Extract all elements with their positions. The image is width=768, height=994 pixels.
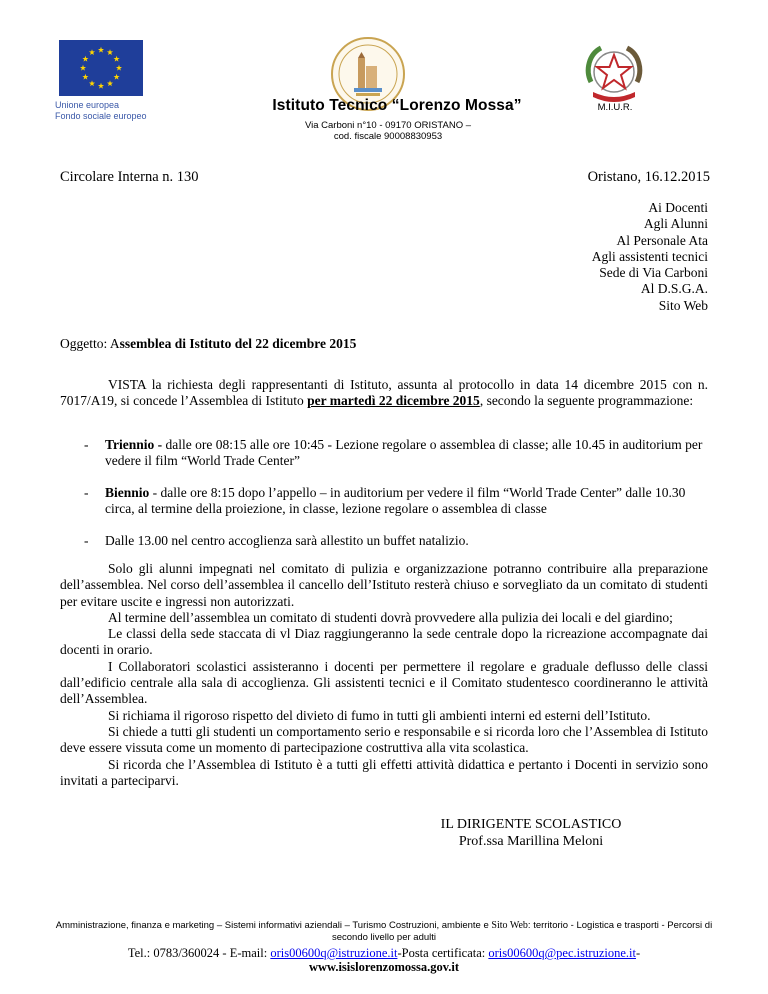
ministry-caption: M.I.U.R. bbox=[597, 102, 633, 113]
intro-date-highlight: per martedì 22 dicembre 2015 bbox=[307, 393, 480, 409]
footer-site-word: Sito Web bbox=[491, 920, 528, 931]
recipient: Agli assistenti tecnici bbox=[591, 248, 708, 264]
paragraph: Si chiede a tutti gli studenti un comportamento serio e responsabile e si ricorda loro che l’Assemblea di Istituto deve essere vissuta come un momento di partecipazione costruttiva alla vita scolastica. bbox=[60, 723, 708, 756]
footer-tel: Tel.: 0783/360024 - E-mail: bbox=[127, 946, 271, 960]
subject-label: Oggetto: A bbox=[60, 336, 120, 351]
school-name: Istituto Tecnico “Lorenzo Mossa” bbox=[272, 97, 522, 114]
list-dash: - bbox=[84, 437, 89, 452]
subject-line bbox=[60, 336, 356, 352]
eu-flag-logo bbox=[59, 40, 143, 96]
paragraph: Si ricorda che l’Assemblea di Istituto è a tutti gli effetti attività didattica e pertanto i Docenti in servizio sono invitati a parteciparvi. bbox=[60, 756, 708, 788]
footer-contacts bbox=[40, 946, 728, 961]
paragraph: Solo gli alunni impegnati nel comitato di pulizia e organizzazione potranno contribuire alla preparazione dell’assemblea. Nel corso dell’assemblea il cancello dell’Istituto resterà chiuso e sorvegliato da un comitato di studenti per evitare uscite e ingressi non autorizzati. bbox=[60, 561, 708, 609]
eu-caption-line1: Unione europea bbox=[55, 100, 120, 110]
recipient: Agli Alunni bbox=[643, 216, 708, 232]
email-link[interactable]: oris00600q@istruzione.it bbox=[270, 946, 398, 960]
list-item-text: Dalle 13.00 nel centro accoglienza sarà allestito un buffet natalizio. bbox=[105, 533, 469, 548]
italian-republic-emblem bbox=[583, 42, 645, 106]
list-item-text: dalle ore 08:15 alle ore 10:45 - Lezione regolare o assemblea di classe; alle 10.45 in auditorium per vedere il film “World Trade Center” bbox=[105, 437, 703, 469]
list-item-title: Biennio bbox=[105, 485, 150, 500]
recipient: Sede di Via Carboni bbox=[599, 265, 708, 281]
signature-name: Prof.ssa Marillina Meloni bbox=[458, 834, 604, 849]
circular-number: Circolare Interna n. 130 bbox=[60, 169, 199, 185]
list-dash: - bbox=[84, 485, 89, 500]
school-tax-code: cod. fiscale 90008830953 bbox=[333, 131, 443, 142]
paragraph: Si richiama il rigoroso rispetto del divieto di fumo in tutti gli ambienti interni ed esterni dell’Istituto. bbox=[108, 707, 651, 723]
school-address: Via Carboni n°10 - 09170 ORISTANO – bbox=[304, 120, 472, 131]
recipient: Al D.S.G.A. bbox=[640, 281, 708, 297]
intro-text-end: , secondo la seguente programmazione: bbox=[479, 393, 694, 409]
paragraph: I Collaboratori scolastici assisteranno i docenti per permettere il regolare e graduale deflusso delle classi dall’edificio centrale alla sala di accoglienza. Gli assistenti tecnici e il Comitato studentesco coordineranno le attività dell’Assemblea. bbox=[60, 658, 708, 707]
intro-text: VISTA la richiesta degli rappresentanti di Istituto, assunta al protocollo in data 14 dicembre 2015 con n. 7017/A19, si concede l’Assemblea di Istituto bbox=[60, 377, 708, 409]
paragraph: Al termine dell’assemblea un comitato di studenti dovrà provvedere alla pulizia dei locali e del giardino; bbox=[108, 609, 673, 625]
pec-suffix: - bbox=[636, 946, 641, 960]
footer-courses-text-end: : territorio - Logistica e trasporti - Percorsi di secondo livello per adulti bbox=[331, 920, 713, 943]
eu-caption-line2: Fondo sociale europeo bbox=[55, 111, 147, 121]
body-paragraphs bbox=[60, 561, 708, 789]
recipient: Sito Web bbox=[658, 297, 708, 313]
signature-role: IL DIRIGENTE SCOLASTICO bbox=[440, 817, 622, 832]
subject-text: ssemblea di Istituto del 22 dicembre 2015 bbox=[119, 336, 357, 351]
place-date: Oristano, 16.12.2015 bbox=[587, 169, 710, 185]
paragraph: Le classi della sede staccata di vl Diaz raggiungeranno la sede centrale dopo la ricreazione accompagnate dai docenti in orario. bbox=[60, 626, 708, 658]
list-item-title: Triennio - bbox=[105, 437, 163, 452]
recipient: Al Personale Ata bbox=[616, 232, 708, 248]
footer-courses-text: Amministrazione, finanza e marketing – Sistemi informativi aziendali – Turismo Costruzioni, ambiente e bbox=[55, 920, 492, 931]
list-dash: - bbox=[84, 533, 89, 548]
footer-courses bbox=[50, 920, 718, 944]
pec-email-link[interactable]: oris00600q@pec.istruzione.it bbox=[488, 946, 636, 960]
pec-label: -Posta certificata: bbox=[397, 946, 489, 960]
website-link[interactable]: www.isislorenzomossa.gov.it bbox=[308, 960, 460, 974]
intro-paragraph bbox=[60, 377, 708, 410]
list-item-text: - dalle ore 8:15 dopo l’appello – in auditorium per vedere il film “World Trade Center” dalle 10.30 circa, al termine della proiezione, in classe, lezione regolare o assemblea di classe bbox=[105, 485, 686, 517]
recipients-list bbox=[592, 200, 708, 314]
recipient: Ai Docenti bbox=[648, 200, 708, 215]
